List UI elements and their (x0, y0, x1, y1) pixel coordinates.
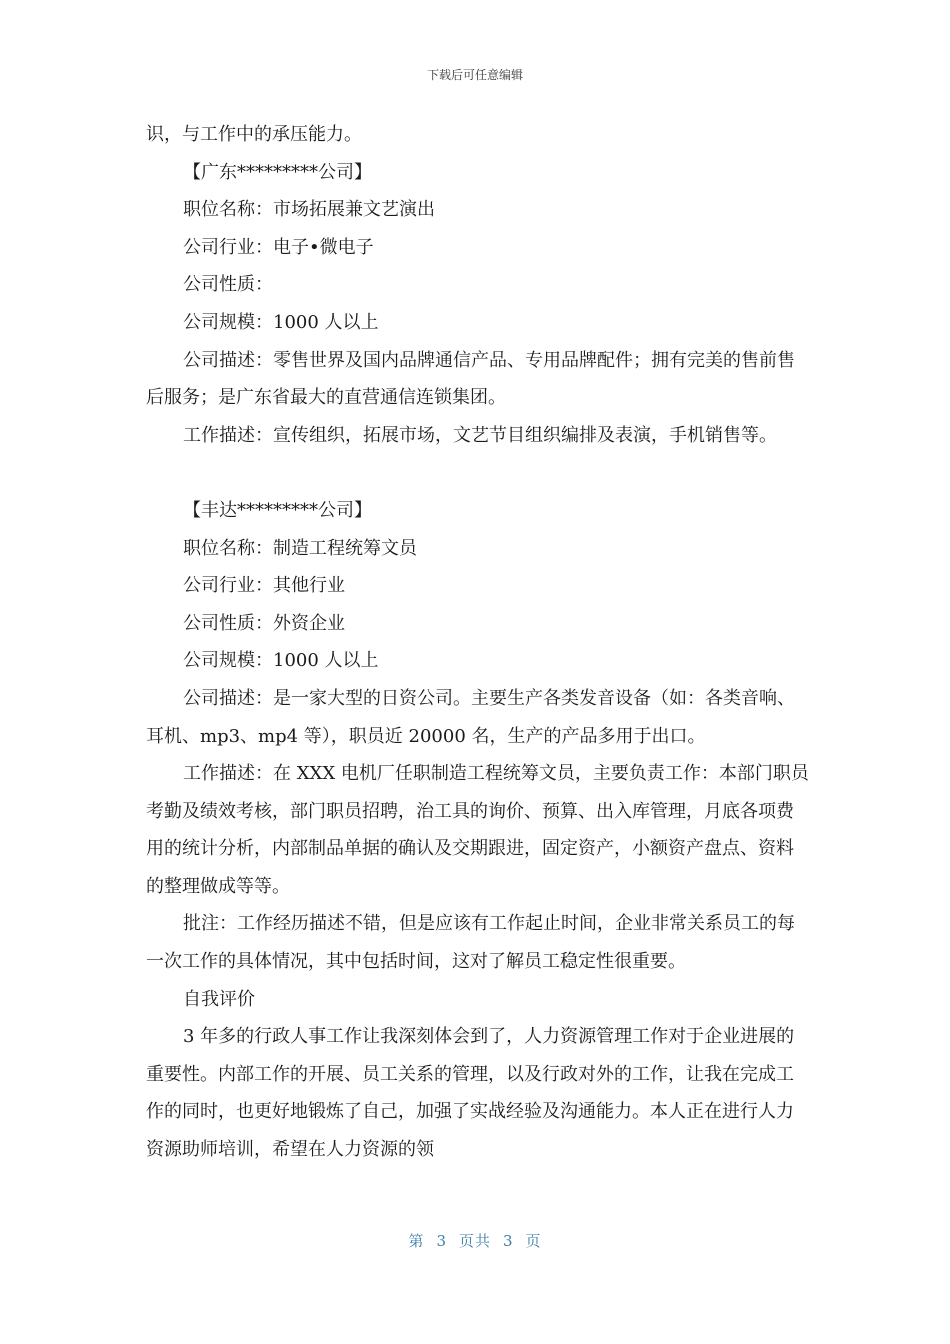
document-body (146, 116, 811, 1169)
page-header: 下载后可任意编辑 (426, 68, 523, 82)
job-title-line: 职位名称：制造工程统筹文员 (183, 537, 417, 559)
company-nature-line: 公司性质：外资企业 (183, 612, 345, 634)
company-heading-guangdong: 【广东*********公司】 (183, 161, 372, 183)
company-description-line: 公司描述：是一家大型的日资公司。主要生产各类发音设备（如：各类音响、耳机、mp3、mp4 等），职员近 20000 名，生产的产品多用于出口。 (146, 687, 795, 747)
job-description-line: 工作描述：在 XXX 电机厂任职制造工程统筹文员，主要负责工作：本部门职员考勤及绩效考核，部门职员招聘，治工具的询价、预算、出入库管理，月底各项费用的统计分析，内部制品单据的确认及交期跟进，固定资产，小额资产盘点、资料的整理做成等等。 (146, 763, 809, 897)
job-description-line: 工作描述：宣传组织，拓展市场，文艺节目组织编排及表演，手机销售等。 (183, 424, 777, 446)
page-label-suffix: 页 (525, 1232, 542, 1250)
company-heading-fengda: 【丰达*********公司】 (183, 499, 372, 521)
self-evaluation-paragraph: 3 年多的行政人事工作让我深刻体会到了，人力资源管理工作对于企业进展的重要性。内部工作的开展、员工关系的管理，以及行政对外的工作，让我在完成工作的同时，也更好地锻炼了自己，加强了实战经验及沟通能力。本人正在进行人力资源助师培训，希望在人力资源的领 (146, 1026, 795, 1161)
page-label-prefix: 第 (408, 1232, 425, 1250)
page-footer (0, 1230, 950, 1251)
section-heading-self-evaluation: 自我评价 (183, 988, 255, 1010)
company-nature-line: 公司性质： (183, 274, 273, 296)
annotation-paragraph: 批注：工作经历描述不错，但是应该有工作起止时间，企业非常关系员工的每一次工作的具体情况，其中包括时间，这对了解员工稳定性很重要。 (146, 913, 795, 973)
total-pages-number: 3 (503, 1232, 514, 1250)
company-size-line: 公司规模：1000 人以上 (183, 650, 379, 672)
page-label-mid: 页共 (458, 1232, 491, 1250)
job-title-line: 职位名称：市场拓展兼文艺演出 (183, 199, 435, 221)
paragraph-continuation: 识，与工作中的承压能力。 (146, 124, 362, 145)
industry-line: 公司行业：其他行业 (183, 575, 345, 597)
industry-line: 公司行业：电子•微电子 (183, 236, 374, 258)
company-description-line: 公司描述：零售世界及国内品牌通信产品、专用品牌配件；拥有完美的售前售后服务；是广东省最大的直营通信连锁集团。 (146, 349, 795, 409)
company-size-line: 公司规模：1000 人以上 (183, 311, 379, 333)
current-page-number: 3 (436, 1232, 447, 1250)
